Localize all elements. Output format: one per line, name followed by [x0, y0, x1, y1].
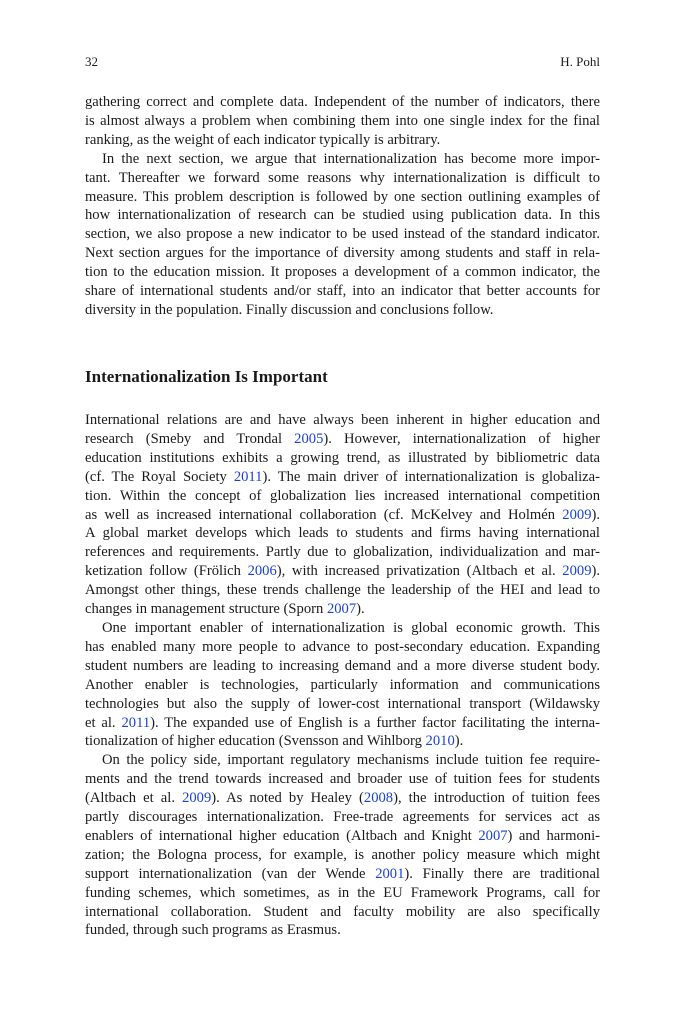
paragraph [85, 150, 600, 320]
paragraph [85, 751, 600, 940]
text-line: et al. 2011). The expanded use of English is a further factor facilitating the interna- [85, 714, 601, 731]
citation-link[interactable]: 2009 [562, 563, 592, 580]
running-header [85, 54, 600, 70]
text-line: gathering correct and complete data. Independent of the number of indicators, there [85, 94, 600, 110]
citation-link[interactable]: 2001 [375, 865, 405, 882]
text-line: diversity in the population. Finally discussion and conclusions follow. [85, 301, 494, 318]
section-body [85, 411, 600, 940]
text-line: tion to the education mission. It proposes a development of a common indicator, the [85, 264, 600, 281]
section-heading: Internationalization Is Important [85, 367, 328, 386]
page-number: 32 [85, 54, 98, 69]
text-line: ranking, as the weight of each indicator typically is arbitrary. [85, 131, 441, 148]
citation-link[interactable]: 2005 [294, 430, 324, 447]
text-line: how internationalization of research can be studied using publication data. In this [85, 207, 600, 224]
text-line: technologies but also the supply of lower-cost international transport (Wildawsky [85, 695, 600, 712]
text-line: references and requirements. Partly due to globalization, individualization and mar- [85, 544, 600, 561]
text-line: International relations are and have always been inherent in higher education and [85, 412, 600, 428]
text-line: funding schemes, which sometimes, as in the EU Framework Programs, call for [85, 884, 600, 901]
text-line: student numbers are leading to increasing demand and a more diverse student body. [85, 657, 600, 674]
citation-link[interactable]: 2011 [121, 714, 151, 731]
citation-link[interactable]: 2010 [425, 733, 455, 750]
text-line: tant. Thereafter we forward some reasons why internationalization is difficult to [85, 169, 600, 186]
text-line: research (Smeby and Trondal 2005). However, internationalization of higher [85, 430, 600, 447]
text-line: funded, through such programs as Erasmus. [85, 922, 341, 939]
citation-link[interactable]: 2007 [326, 601, 357, 618]
intro-text [85, 93, 600, 320]
text-line: Amongst other things, these trends challenge the leadership of the HEI and lead to [85, 582, 600, 599]
text-line: international collaboration. Student and faculty mobility are also specifically [85, 903, 600, 920]
citation-link[interactable]: 2009 [182, 790, 212, 807]
text-line: A global market develops which leads to students and firms having international [85, 525, 600, 542]
text-line: Next section argues for the importance of diversity among students and staff in rela- [85, 245, 600, 262]
text-line: In the next section, we argue that internationalization has become more impor- [102, 150, 600, 167]
citation-link[interactable]: 2008 [363, 790, 394, 807]
running-author: H. Pohl [560, 54, 600, 69]
text-line: One important enabler of internationalization is global economic growth. This [102, 619, 600, 636]
text-line: ments and the trend towards increased and broader use of tuition fees for students [85, 771, 600, 788]
text-line: (Altbach et al. 2009). As noted by Healey (2008), the introduction of tuition fees [85, 790, 601, 807]
text-line: enablers of international higher education (Altbach and Knight 2007) and harmoni- [85, 827, 600, 844]
citation-link[interactable]: 2007 [478, 827, 508, 844]
paragraph [85, 93, 600, 150]
text-line: tion. Within the concept of globalization lies increased international competition [85, 487, 600, 504]
text-line: On the policy side, important regulatory mechanisms include tuition fee require- [102, 752, 600, 769]
text-line: zation; the Bologna process, for example, is another policy measure which might [85, 846, 600, 863]
paragraph [85, 411, 600, 619]
text-line: is almost always a problem when combining them into one single index for the final [85, 112, 600, 129]
text-line: has enabled many more people to advance to post-secondary education. Expanding [85, 638, 600, 655]
text-line: as well as increased international collaboration (cf. McKelvey and Holmén 2009). [85, 506, 600, 523]
paragraph [85, 619, 600, 751]
text-line: section, we also propose a new indicator to be used instead of the standard indicator. [85, 226, 600, 243]
text-line: support internationalization (van der Wende 2001). Finally there are traditional [85, 865, 600, 882]
citation-link[interactable]: 2006 [247, 563, 277, 580]
text-line: ketization follow (Frölich 2006), with increased privatization (Altbach et al. 2009). [85, 563, 600, 580]
citation-link[interactable]: 2011 [233, 468, 263, 485]
citation-link[interactable]: 2009 [562, 506, 592, 523]
text-line: (cf. The Royal Society 2011). The main driver of internationalization is globaliza- [85, 468, 601, 485]
text-line: partly discourages internationalization. Free-trade agreements for services act as [85, 809, 600, 826]
text-line: Another enabler is technologies, particularly information and communications [85, 676, 600, 693]
text-line: tionalization of higher education (Svensson and Wihlborg 2010). [85, 733, 464, 750]
text-line: education institutions exhibits a growing trend, as illustrated by bibliometric data [85, 449, 600, 466]
text-line: measure. This problem description is followed by one section outlining examples of [85, 188, 600, 205]
text-line: changes in management structure (Sporn 2007). [85, 601, 365, 618]
text-line: share of international students and/or staff, into an indicator that better accounts for [85, 283, 600, 300]
